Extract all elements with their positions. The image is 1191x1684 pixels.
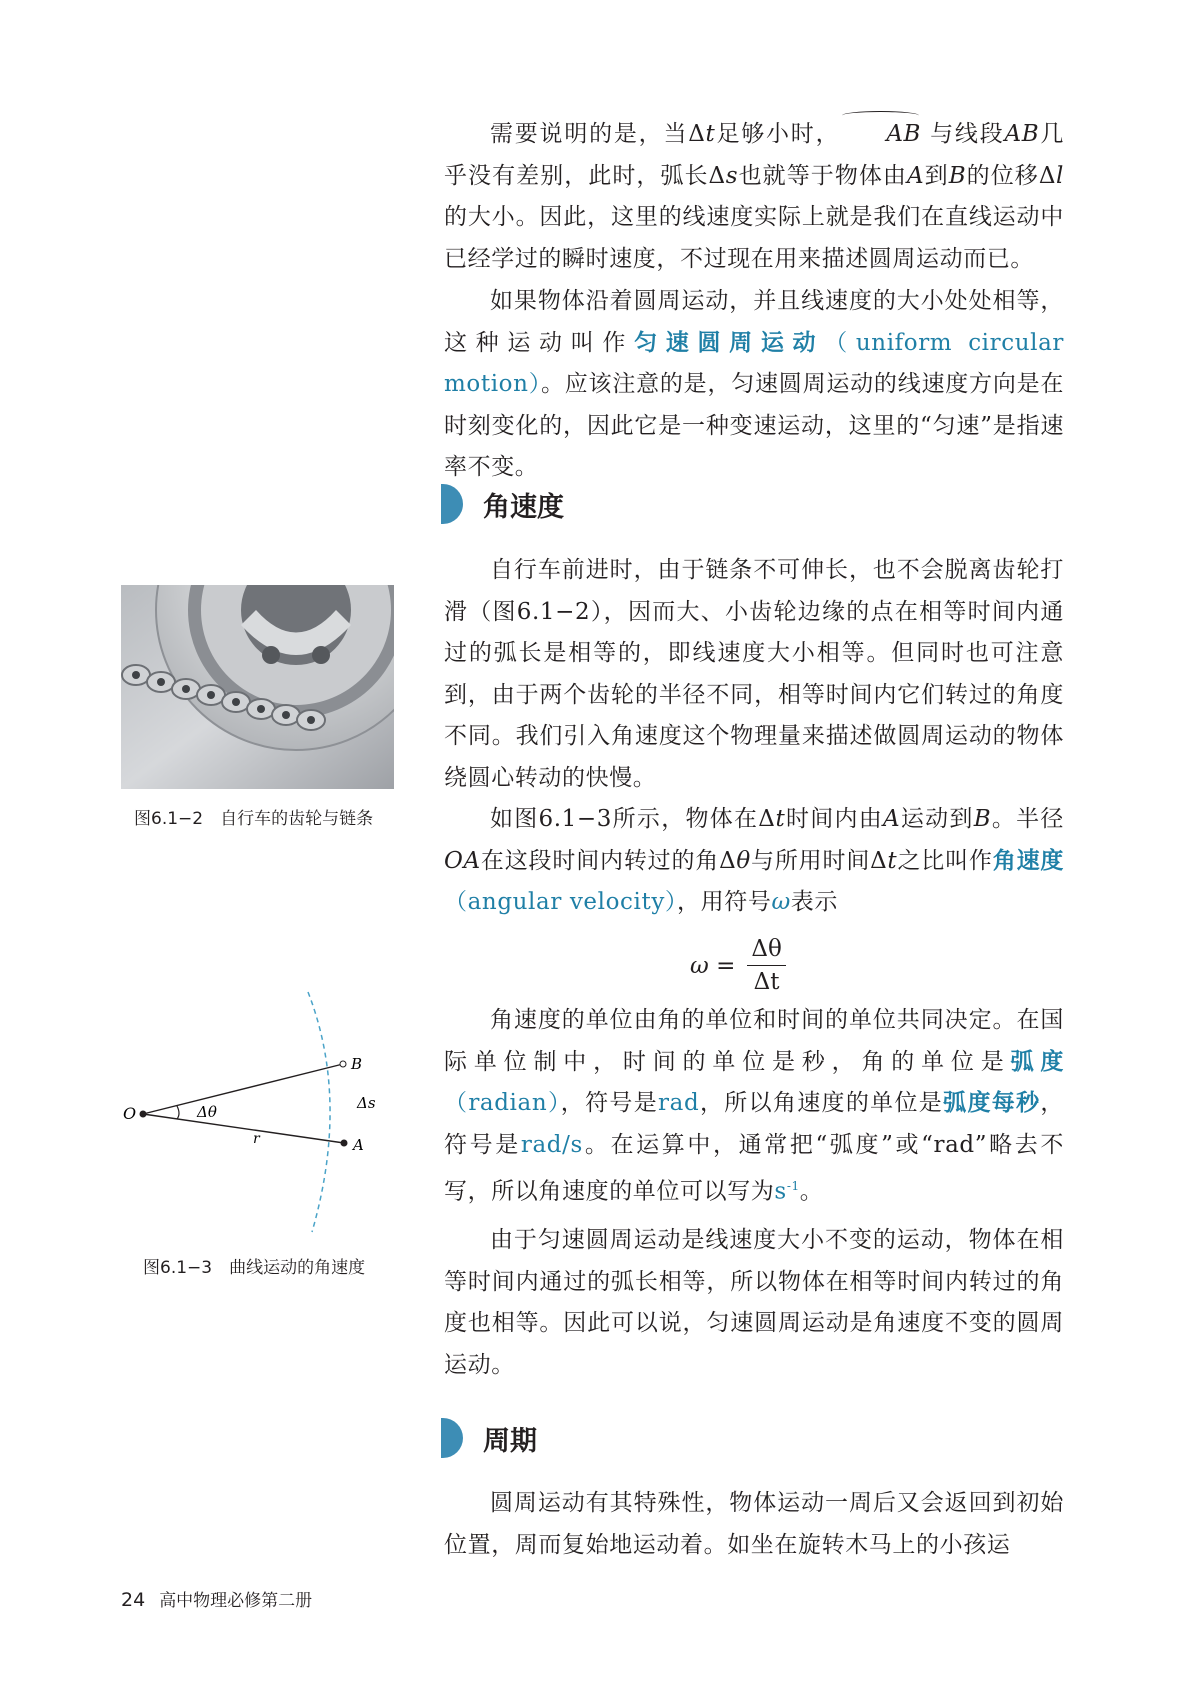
point-b (340, 1061, 346, 1067)
angular-velocity-formula: ω = $\frac{\Delta\theta}{\Delta t}$ (690, 935, 786, 996)
arc-path (308, 992, 330, 1232)
point-o (140, 1111, 147, 1118)
label-r: r (253, 1131, 260, 1147)
paragraph-7: 圆周运动有其特殊性，物体运动一周后又会返回到初始位置，周而复始地运动着。如坐在旋转木马上的小孩运 (444, 1490, 1064, 1558)
paragraph-5: 角速度的单位由角的单位和时间的单位共同决定。在国际单位制中，时间的单位是秒，角的单位是弧度（radian），符号是rad，所以角速度的单位是弧度每秒，符号是rad/s。在运算中，通常把“弧度”或“rad”略去不写，所以角速度的单位可以写为$s^{-1}$。 (444, 1007, 1064, 1205)
paragraph-4: 如图6.1−3所示，物体在Δt时间内由A运动到B。半径OA在这段时间内转过的角Δθ与所用时间Δt之比叫作角速度（angular velocity），用符号ω表示 (444, 806, 1064, 915)
label-a: A (353, 1136, 364, 1154)
section-title: 角速度 (483, 491, 564, 523)
page-footer (121, 1586, 312, 1611)
section-heading-angular-velocity (441, 484, 564, 524)
radius-oa (143, 1114, 344, 1143)
paragraph-6: 由于匀速圆周运动是线速度大小不变的运动，物体在相等时间内通过的弧长相等，所以物体在相等时间内转过的角度也相等。因此可以说，匀速圆周运动是角速度不变的圆周运动。 (444, 1227, 1064, 1378)
arc-ab: AB (840, 114, 921, 156)
section-marker-icon (441, 1418, 463, 1458)
term-radian-per-second: 弧度每秒 (943, 1090, 1041, 1116)
paragraph-1: 需要说明的是，当Δt足够小时， AB 与线段AB几乎没有差别，此时，弧长Δs也就等于物体由A到B的位移Δl的大小。因此，这里的线速度实际上就是我们在直线运动中已经学过的瞬时速度，不过现在用来描述圆周运动而已。 (444, 114, 1064, 280)
figure-6-1-2-caption: 图6.1−2 自行车的齿轮与链条 (134, 809, 374, 829)
label-dtheta: Δθ (197, 1103, 217, 1121)
angle-mark (177, 1106, 179, 1119)
term-radian: 弧度 (1010, 1048, 1064, 1075)
bicycle-gear-photo (121, 585, 394, 789)
label-ds: Δs (357, 1094, 376, 1112)
label-b: B (351, 1055, 363, 1073)
formula-numerator: Δθ (747, 935, 785, 966)
label-o: O (123, 1104, 137, 1123)
book-title: 高中物理必修第二册 (159, 1591, 313, 1611)
section-marker-icon (441, 484, 463, 524)
term-uniform-circular-motion: 匀速圆周运动 (634, 329, 825, 356)
section-heading-period (441, 1418, 537, 1458)
point-a (341, 1140, 348, 1147)
page-number: 24 (121, 1589, 146, 1611)
formula-denominator: Δt (753, 969, 780, 995)
angular-velocity-diagram (115, 990, 395, 1240)
paragraph-3: 自行车前进时，由于链条不可伸长，也不会脱离齿轮打滑（图6.1−2），因而大、小齿轮边缘的点在相等时间内通过的弧长是相等的，即线速度大小相等。但同时也可注意到，由于两个齿轮的半径不同，相等时间内它们转过的角度不同。我们引入角速度这个物理量来描述做圆周运动的物体绕圆心转动的快慢。 (444, 557, 1064, 791)
section-title: 周期 (483, 1425, 537, 1457)
radius-ob (143, 1064, 343, 1114)
figure-6-1-3-caption: 图6.1−3 曲线运动的角速度 (143, 1258, 366, 1278)
term-angular-velocity: 角速度 (992, 847, 1064, 874)
paragraph-2: 如果物体沿着圆周运动，并且线速度的大小处处相等，这种运动叫作匀速圆周运动（uniform circular motion）。应该注意的是，匀速圆周运动的线速度方向是在时刻变化的，因此它是一种变速运动，这里的“匀速”是指速率不变。 (444, 288, 1064, 480)
